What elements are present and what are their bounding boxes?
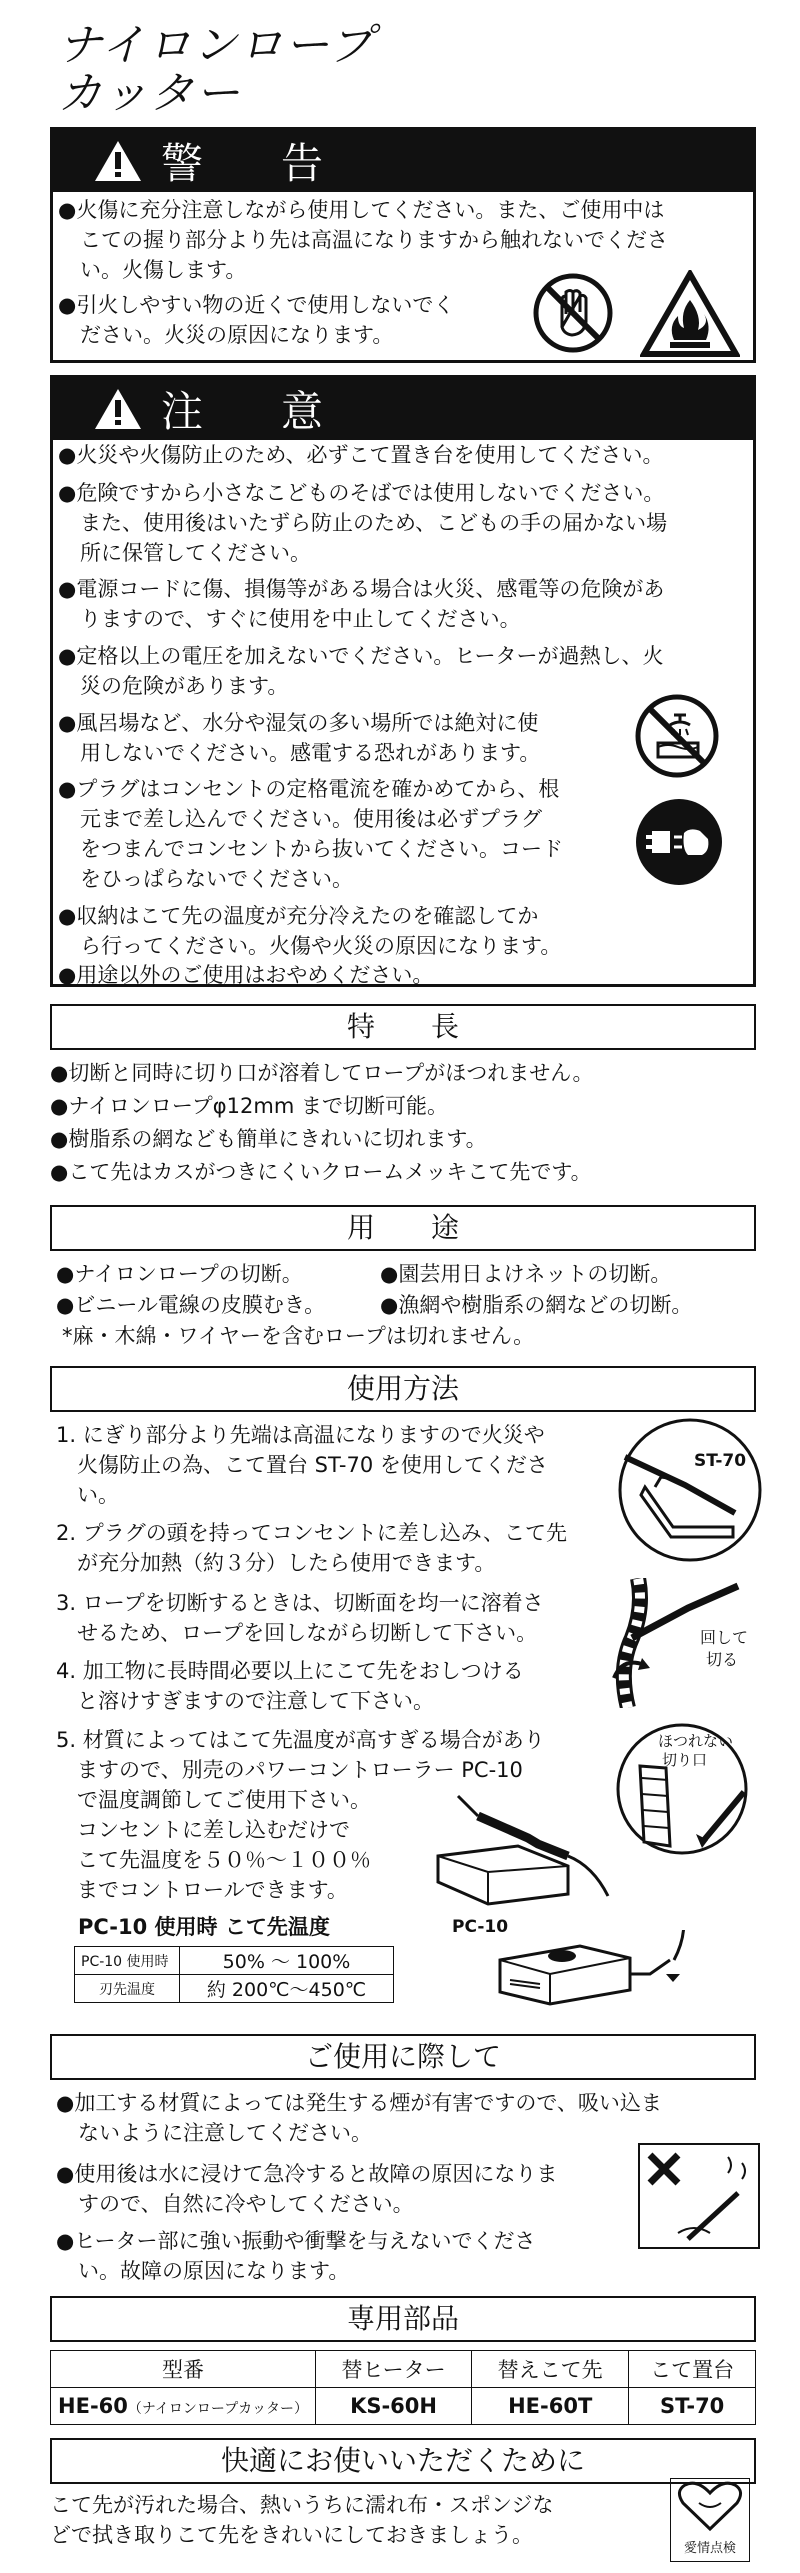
hotsure-label-2: 切り口 [662,1751,708,1769]
caution-item-2b: また、使用後はいたずら防止のため、こどもの手の届かない場 [80,511,668,535]
stand-illustration [615,1417,765,1563]
howto-step-5c: で温度調節してご使用下さい。 [56,1788,371,1812]
caution-item-2a: ●危険ですから小さなこどものそばでは使用しないでください。 [58,481,665,505]
howto-step-1b: 火傷防止の為、こて置台 ST-70 を使用してくださ [56,1453,548,1477]
feature-item-2: ●ナイロンロープφ12mm まで切断可能。 [50,1094,448,1118]
notes-item-1b: ないように注意してください。 [78,2121,372,2145]
caution-item-4a: ●定格以上の電圧を加えないでください。ヒーターが過熱し、火 [58,644,664,668]
notes-item-3a: ●ヒーター部に強い振動や衝撃を与えないでくださ [56,2229,536,2253]
care-badge [670,2478,750,2562]
caution-header [53,378,753,440]
pc-row1-value: 50% ～ 100% [180,1947,394,1975]
caution-item-1: ●火災や火傷防止のため、必ずこて置き台を使用してください。 [58,443,664,467]
warning-item-1a: ●火傷に充分注意しながら使用してください。また、ご使用中は [58,198,665,222]
kaishite-label: 回して [700,1628,749,1647]
howto-step-5d: コンセントに差し込むだけで [56,1818,350,1842]
hotsure-label-1: ほつれない [658,1732,734,1750]
caution-item-3a: ●電源コードに傷、損傷等がある場合は火災、感電等の危険があ [58,577,665,601]
feature-item-1: ●切断と同時に切り口が溶着してロープがほつれません。 [50,1061,594,1085]
caution-item-2c: 所に保管してください。 [80,541,311,565]
howto-step-5f: までコントロールできます。 [56,1878,348,1902]
product-title-line1: ナイロンロープ [58,20,375,71]
howto-step-3b: せるため、ロープを回しながら切断して下さい。 [56,1621,538,1645]
notes-item-2b: すので、自然に冷やしてください。 [78,2192,414,2216]
comfort-line-2: どで拭き取りこて先をきれいにしておきましょう。 [50,2523,533,2547]
warning-heading: 警 告 [161,139,342,188]
caution-item-7b: ら行ってください。火傷や火災の原因になります。 [80,934,562,958]
warning-header [53,130,753,192]
usage-item-4: ●漁網や樹脂系の網などの切断。 [380,1293,693,1317]
parts-table [50,2350,756,2425]
howto-step-4b: と溶けすぎますので注意して下さい。 [56,1689,434,1713]
notes-heading: ご使用に際して [50,2034,756,2080]
comfort-heading: 快適にお使いいただくために [50,2438,756,2484]
howto-step-5a: 5. 材質によってはこて先温度が高すぎる場合があり [56,1728,545,1752]
caution-item-7a: ●収納はこて先の温度が充分冷えたのを確認してか [58,904,539,928]
parts-heater: KS-60H [316,2388,472,2425]
feature-item-3: ●樹脂系の網なども簡単にきれいに切れます。 [50,1127,487,1151]
pc10-label: PC-10 [452,1917,509,1937]
caution-item-5a: ●風呂場など、水分や湿気の多い場所では絶対に使 [58,711,539,735]
fire-hazard-icon [640,270,740,358]
warning-triangle-icon [93,139,143,183]
parts-model-cell [51,2388,316,2425]
no-water-cooling-icon [638,2143,760,2249]
parts-header-model: 型番 [51,2351,316,2388]
usage-item-2: ●園芸用日よけネットの切断。 [380,1262,672,1286]
pc-table-title: PC-10 使用時 こて先温度 [78,1915,330,1939]
parts-model-sub: （ナイロンロープカッター） [127,2401,308,2417]
notes-item-3b: い。故障の原因になります。 [78,2259,350,2283]
care-badge-label: 愛情点検 [683,2541,736,2556]
pc10-controller-illustration [490,1930,690,2010]
caution-item-5b: 用しないでください。感電する恐れがあります。 [80,741,541,765]
usage-item-3: ●ビニール電線の皮膜むき。 [56,1293,326,1317]
heart-icon [671,2479,749,2535]
no-water-icon [634,693,720,779]
features-heading: 特 長 [50,1004,756,1050]
caution-item-3b: りますので、すぐに使用を中止してください。 [80,607,521,631]
caution-item-8: ●用途以外のご使用はおやめください。 [58,963,434,987]
howto-step-1a: 1. にぎり部分より先端は高温になりますので火災や [56,1423,545,1447]
caution-item-4b: 災の危険があります。 [80,674,289,698]
warning-item-2a: ●引火しやすい物の近くで使用しないでく [58,293,455,317]
pc-row2-label: 刃先温度 [75,1975,180,2003]
notes-item-2a: ●使用後は水に浸けて急冷すると故障の原因になりま [56,2162,558,2186]
usage-note: *麻・木綿・ワイヤーを含むロープは切れません。 [62,1324,535,1348]
usage-heading: 用 途 [50,1205,756,1251]
caution-item-6d: をひっぱらないでください。 [80,867,353,891]
pc-row2-value: 約 200℃～450℃ [180,1975,394,2003]
pc-row1-label: PC-10 使用時 [75,1947,180,1975]
parts-header-tip: 替えこて先 [472,2351,629,2388]
kiru-label: 切る [706,1650,739,1669]
parts-header-heater: 替ヒーター [316,2351,472,2388]
warning-item-2b: ださい。火災の原因になります。 [80,323,394,347]
parts-stand: ST-70 [629,2388,756,2425]
caution-item-6b: 元まで差し込んでください。使用後は必ずプラグ [80,807,542,831]
st70-label: ST-70 [694,1451,747,1471]
unplug-icon [634,797,724,887]
comfort-line-1: こて先が汚れた場合、熱いうちに濡れ布・スポンジな [50,2493,554,2517]
howto-step-3a: 3. ロープを切断するときは、切断面を均一に溶着さ [56,1591,544,1615]
warning-item-1b: こての握り部分より先は高温になりますから触れないでくださ [80,228,668,252]
howto-step-2b: が充分加熱（約３分）したら使用できます。 [56,1551,496,1575]
howto-step-5e: こて先温度を５０％～１００％ [56,1848,371,1872]
notes-item-1a: ●加工する材質によっては発生する煙が有害ですので、吸い込ま [56,2091,662,2115]
howto-heading: 使用方法 [50,1366,756,1412]
product-title-line2: カッター [58,68,242,119]
no-touch-icon [532,272,614,354]
caution-heading: 注 意 [161,387,342,436]
howto-step-2a: 2. プラグの頭を持ってコンセントに差し込み、こて先 [56,1521,567,1545]
caution-triangle-icon [93,387,143,431]
caution-item-6c: をつまんでコンセントから抜いてください。コード [80,837,563,861]
howto-step-5b: ますので、別売のパワーコントローラー PC-10 [56,1758,523,1782]
pc10-temp-table [74,1946,394,2003]
parts-header-stand: こて置台 [629,2351,756,2388]
parts-model: HE-60 [58,2394,128,2418]
caution-item-6a: ●プラグはコンセントの定格電流を確かめてから、根 [58,777,560,801]
usage-item-1: ●ナイロンロープの切断。 [56,1262,303,1286]
iron-on-stand-illustration [418,1786,618,1916]
warning-item-1c: い。火傷します。 [80,258,247,282]
parts-tip: HE-60T [472,2388,629,2425]
feature-item-4: ●こて先はカスがつきにくいクロームメッキこて先です。 [50,1160,592,1184]
howto-step-4a: 4. 加工物に長時間必要以上にこて先をおしつける [56,1659,524,1683]
howto-step-1c: い。 [56,1483,119,1507]
parts-heading: 専用部品 [50,2296,756,2342]
